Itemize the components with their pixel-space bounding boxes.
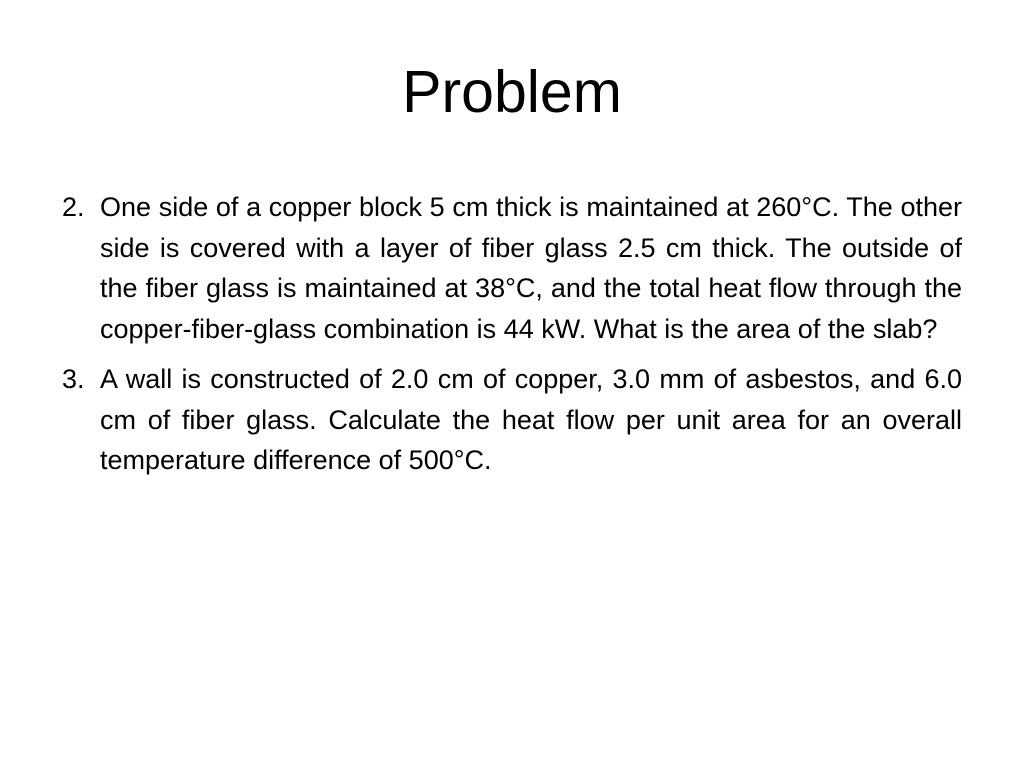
problem-item bbox=[62, 359, 962, 481]
problem-item bbox=[62, 187, 962, 349]
slide-title: Problem bbox=[402, 59, 622, 125]
problem-number: 3. bbox=[62, 364, 85, 394]
problem-number: 2. bbox=[62, 192, 85, 222]
problem-text: One side of a copper block 5 cm thick is maintained at 260°C. The other side is covered with a layer of fiber glass 2.5 cm thick. The outside of the fiber glass is maintained at 38°C, and the total heat flow through the copper-fiber-glass combination is 44 kW. What is the area of the slab? bbox=[100, 192, 962, 344]
problem-list bbox=[62, 187, 962, 491]
problem-text: A wall is constructed of 2.0 cm of copper, 3.0 mm of asbestos, and 6.0 cm of fiber glass. Calculate the heat flow per unit area for an overall temperature difference of 500°C. bbox=[100, 364, 962, 475]
